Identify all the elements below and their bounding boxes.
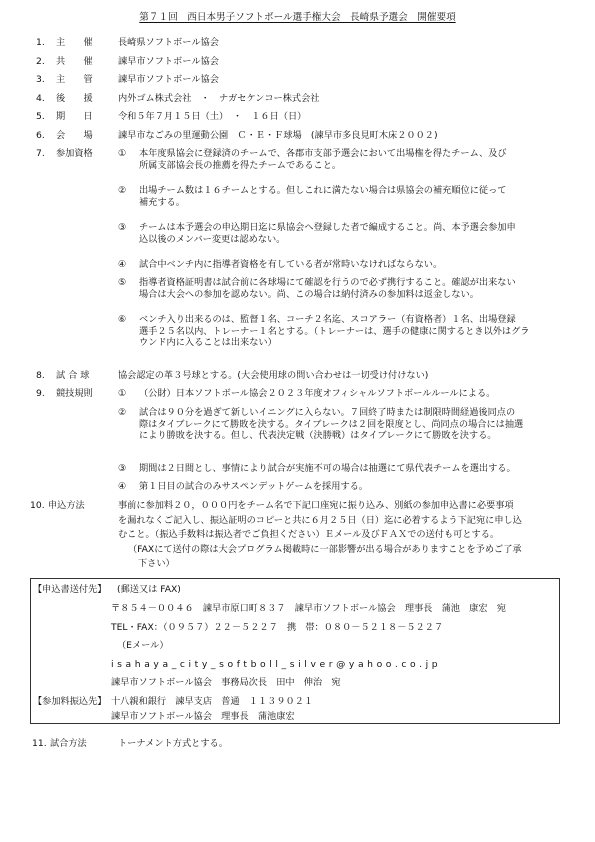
point-mark: ⑤ — [118, 277, 127, 288]
point-mark: ② — [118, 185, 127, 196]
item-label: 後 援 — [56, 93, 93, 104]
application-line: を漏れなくご記入し、振込証明のコピーと共に６月２５日（日）迄に必着するよう下記宛に申し込 — [118, 514, 522, 526]
bank-label: 【参加料振込先】 — [33, 696, 107, 707]
qualification-point — [118, 314, 573, 349]
item-number: 5. — [36, 111, 45, 122]
item-number: 4. — [36, 93, 45, 104]
point-line: 期間は２日間とし、事情により試合が実施不可の場合は抽選にて県代表チームを選出する。 — [139, 463, 516, 474]
item-label: 期 日 — [56, 111, 93, 122]
point-mark: ② — [118, 407, 127, 418]
qualification-point — [118, 185, 573, 208]
item-number: 2. — [36, 56, 45, 67]
rules-point — [118, 481, 573, 493]
item-number: 3. — [36, 74, 45, 85]
account-holder: 諫早市ソフトボール協会 理事長 蒲池康宏 — [111, 711, 295, 722]
point-line: 際はタイブレークにて勝敗を決する。タイブレークは２回を限度とし、尚同点の場合には抽選 — [139, 418, 524, 430]
item-label: 主 催 — [56, 37, 93, 48]
rules-point — [118, 388, 573, 400]
item-number: 9. — [36, 388, 45, 399]
bank-account: 十八親和銀行 諫早支店 普通 １１３９０２１ — [111, 696, 314, 707]
item-label: 試合方法 — [50, 738, 87, 749]
qualification-point — [118, 259, 573, 271]
item-value: 内外ゴム株式会社 ・ ナガセケンコー株式会社 — [118, 93, 320, 104]
item-label: 試 合 球 — [56, 370, 90, 381]
item-value: 諫早市ソフトボール協会 — [118, 74, 219, 85]
item-label: 主 管 — [56, 74, 93, 85]
point-line: チームは本予選会の申込期日迄に県協会へ登録した者で編成すること。尚、本予選会参加申 — [139, 222, 516, 233]
point-line: 出場チーム数は１６チームとする。但しこれに満たない場合は県協会の補充順位に従って — [139, 185, 507, 196]
rules-point — [118, 407, 573, 442]
point-line: （公財）日本ソフトボール協会２０２３年度オフィシャルソフトボールルールによる。 — [139, 388, 496, 399]
item-value: 協会認定の革３号球とする。(大会使用球の問い合わせは一切受け付けない) — [118, 370, 429, 381]
item-value: 長崎県ソフトボール協会 — [118, 37, 219, 48]
item-value: 諫早市ソフトボール協会 — [118, 56, 219, 67]
point-mark: ④ — [118, 481, 127, 492]
item-label: 会 場 — [56, 130, 93, 141]
point-line: ベンチ入り出来るのは、監督１名、コーチ２名迄、スコアラー（有資格者）１名、出場登録 — [139, 314, 516, 325]
point-line: 選手２５名以内、トレーナー１名とする。（トレーナーは、選手の健康に関するとき以外はグラ — [139, 325, 530, 337]
item-label: 共 催 — [56, 56, 93, 67]
point-line: 所属支部協会長の推薦を得たチームであること。 — [139, 159, 342, 171]
email-label: （Eメール） — [117, 640, 169, 651]
point-line: 試合中ベンチ内に指導者資格を有している者が常時いなければならない。 — [139, 259, 443, 270]
application-contact-box — [30, 578, 560, 724]
point-mark: ③ — [118, 222, 127, 233]
item-number: 6. — [36, 130, 45, 141]
application-text — [118, 500, 578, 570]
item-number: 7. — [36, 148, 45, 159]
application-note: （FAXにて送付の際は大会プログラム掲載時に一部影響が出る場合がありますことを予めご了承 — [128, 543, 522, 555]
item-value: 諫早市なごみの里運動公園 Ｃ・Ｅ・Ｆ球場 (諫早市多良見町木床２００２) — [118, 130, 438, 141]
point-mark: ① — [118, 388, 127, 399]
qualification-point — [118, 277, 573, 300]
point-line: 指導者資格証明書は試合前に各球場にて確認を行うので必ず携行すること。確認が出来ない — [139, 277, 516, 288]
point-mark: ④ — [118, 259, 127, 270]
send-method: (郵送又は FAX) — [117, 584, 181, 595]
item-number: 8. — [36, 370, 45, 381]
point-line: 第１日目の試合のみサスペンデットゲームを採用する。 — [139, 481, 368, 492]
item-value: トーナメント方式とする。 — [118, 738, 228, 749]
point-line: 込以後のメンバー変更は認めない。 — [139, 233, 286, 245]
point-line: 場合は大会への参加を認めない。尚、この場合は納付済みの参加料は返金しない。 — [139, 288, 479, 300]
send-address: 〒８５４－００４６ 諫早市原口町８３７ 諫早市ソフトボール協会 理事長 蒲池 康宏 宛 — [111, 603, 506, 614]
point-line: により勝敗を決する。但し、代表決定戦（決勝戦）はタイブレークにて勝敗を決する。 — [139, 430, 497, 441]
item-number: 11. — [32, 738, 47, 749]
item-label: 競技規則 — [56, 388, 93, 399]
point-mark: ⑥ — [118, 314, 127, 325]
item-value: 令和５年７月１５日（土） ・ １６日（日） — [118, 111, 307, 122]
point-line: 補充する。 — [139, 196, 185, 208]
application-note: 下さい） — [138, 558, 175, 569]
page-title: 第７１回 西日本男子ソフトボール選手権大会 長崎県予選会 開催要項 — [139, 12, 456, 23]
qualification-point — [118, 148, 573, 171]
email-address: isahaya_city_softboll_silver@yahoo.co.jp — [111, 659, 442, 670]
item-number: 10. — [30, 500, 45, 511]
item-label: 申込方法 — [48, 500, 85, 511]
application-line: 事前に参加料２０，０００円をチーム名で下記口座宛に振り込み、別紙の参加申込書に必要事項 — [118, 500, 514, 511]
contact-person: 諫早市ソフトボール協会 事務局次長 田中 伸治 宛 — [111, 677, 341, 688]
point-line: 試合は９０分を過ぎて新しいイニングに入らない。７回終了時または制限時間経過後同点の — [139, 407, 516, 418]
item-label: 参加資格 — [56, 148, 93, 159]
rules-point — [118, 463, 573, 475]
tel-fax: TEL・FAX：（０９５７）２２－５２２７ 携 帯：０８０－５２１８－５２２７ — [111, 622, 444, 633]
point-line: 本年度県協会に登録済のチームで、各郡市支部予選会において出場権を得たチーム、及び — [139, 148, 507, 159]
item-number: 1. — [36, 37, 45, 48]
send-label: 【申込書送付先】 — [33, 584, 107, 595]
point-line: ウンド内に入ることは出来ない） — [139, 337, 277, 348]
point-mark: ① — [118, 148, 127, 159]
qualification-point — [118, 222, 573, 245]
application-line: むこと。（振込手数料は振込者でご負担ください）Ｅメール及びＦＡＸでの送付も可とする。 — [118, 529, 500, 540]
point-mark: ③ — [118, 463, 127, 474]
